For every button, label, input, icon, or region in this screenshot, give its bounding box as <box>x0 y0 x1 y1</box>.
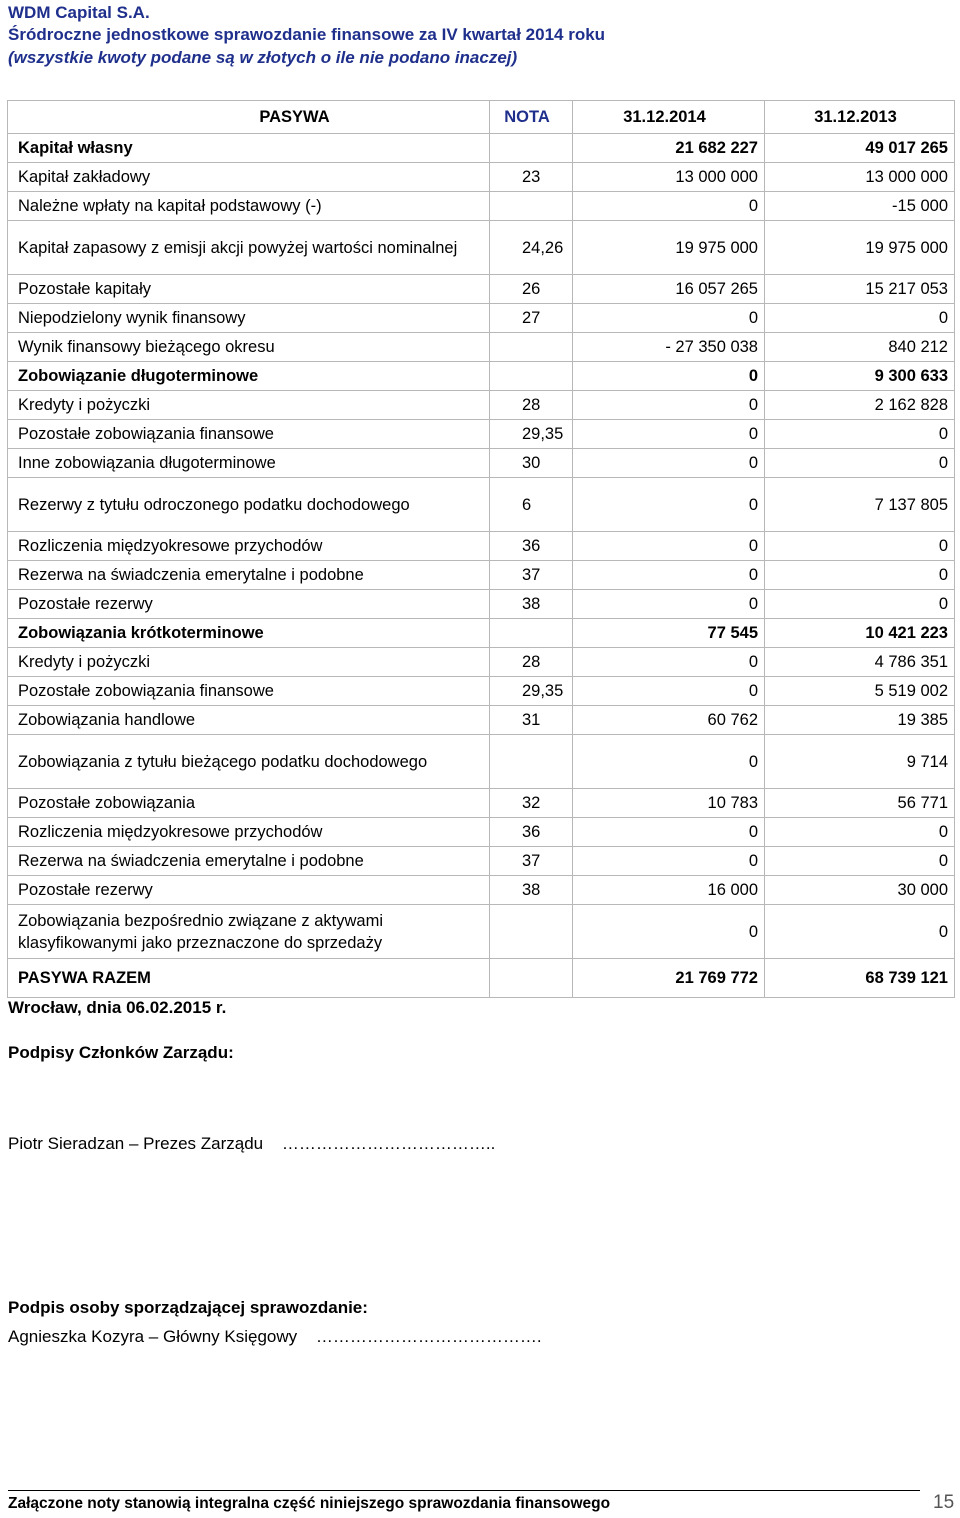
table-row <box>8 876 955 905</box>
row-label: Pozostałe zobowiązania finansowe <box>8 677 490 706</box>
row-label: Rezerwy z tytułu odroczonego podatku dochodowego <box>8 478 490 532</box>
row-value-2014: - 27 350 038 <box>573 333 765 362</box>
place-date: Wrocław, dnia 06.02.2015 r. <box>8 998 227 1017</box>
table-row <box>8 192 955 221</box>
table-row <box>8 391 955 420</box>
row-label: Rezerwa na świadczenia emerytalne i podobne <box>8 847 490 876</box>
row-value-2013: 4 786 351 <box>765 648 955 677</box>
row-value-2014: 0 <box>573 677 765 706</box>
row-value-2014: 0 <box>573 478 765 532</box>
row-value-2013: 0 <box>765 818 955 847</box>
row-value-2013: 0 <box>765 304 955 333</box>
row-nota: 24,26 <box>490 221 573 275</box>
signatures-heading: Podpisy Członków Zarządu: <box>8 1043 234 1062</box>
row-value-2014: 0 <box>573 304 765 333</box>
row-value-2013: 9 300 633 <box>765 362 955 391</box>
row-label: Kredyty i pożyczki <box>8 391 490 420</box>
table-row <box>8 847 955 876</box>
table-row <box>8 789 955 818</box>
column-header-2014: 31.12.2014 <box>573 101 765 134</box>
row-label: Pozostałe zobowiązania finansowe <box>8 420 490 449</box>
signer-1-signature-line: ……………………………….. <box>281 1134 496 1153</box>
table-row <box>8 735 955 789</box>
document-header <box>8 0 952 70</box>
row-value-2014: 19 975 000 <box>573 221 765 275</box>
row-value-2014: 0 <box>573 818 765 847</box>
row-value-2013: 2 162 828 <box>765 391 955 420</box>
row-value-2014: 13 000 000 <box>573 163 765 192</box>
row-value-2014: 0 <box>573 449 765 478</box>
table-row <box>8 561 955 590</box>
row-value-2013: 30 000 <box>765 876 955 905</box>
row-label: Rozliczenia międzyokresowe przychodów <box>8 532 490 561</box>
row-nota <box>490 619 573 648</box>
row-value-2013: 0 <box>765 905 955 959</box>
table-row <box>8 818 955 847</box>
table-row <box>8 706 955 735</box>
row-nota: 32 <box>490 789 573 818</box>
row-value-2013: 19 975 000 <box>765 221 955 275</box>
row-value-2013: 0 <box>765 590 955 619</box>
row-label: Pozostałe rezerwy <box>8 876 490 905</box>
table-row <box>8 163 955 192</box>
row-nota: 36 <box>490 818 573 847</box>
row-nota: 27 <box>490 304 573 333</box>
row-value-2013: 0 <box>765 420 955 449</box>
row-value-2013: 68 739 121 <box>765 959 955 998</box>
preparer-name: Agnieszka Kozyra – Główny Księgowy <box>8 1327 298 1346</box>
row-nota <box>490 959 573 998</box>
row-nota: 6 <box>490 478 573 532</box>
row-value-2014: 0 <box>573 362 765 391</box>
row-value-2013: 15 217 053 <box>765 275 955 304</box>
row-value-2013: 19 385 <box>765 706 955 735</box>
footer-note: Załączone noty stanowią integralna część niniejszego sprawozdania finansowego <box>8 1495 611 1512</box>
row-nota: 29,35 <box>490 420 573 449</box>
row-nota <box>490 362 573 391</box>
row-value-2013: 840 212 <box>765 333 955 362</box>
row-label: Kapitał własny <box>8 134 490 163</box>
row-value-2013: 7 137 805 <box>765 478 955 532</box>
table-row <box>8 449 955 478</box>
row-value-2014: 0 <box>573 847 765 876</box>
row-label: Wynik finansowy bieżącego okresu <box>8 333 490 362</box>
row-value-2014: 0 <box>573 735 765 789</box>
row-value-2014: 10 783 <box>573 789 765 818</box>
table-row <box>8 420 955 449</box>
row-label: Rozliczenia międzyokresowe przychodów <box>8 818 490 847</box>
footer-divider <box>8 1490 920 1491</box>
row-nota: 26 <box>490 275 573 304</box>
balance-sheet-liabilities-table <box>7 100 955 998</box>
row-label: Zobowiązania z tytułu bieżącego podatku dochodowego <box>8 735 490 789</box>
row-nota <box>490 735 573 789</box>
row-value-2014: 0 <box>573 532 765 561</box>
row-value-2014: 0 <box>573 192 765 221</box>
row-label: Pozostałe zobowiązania <box>8 789 490 818</box>
table-row <box>8 478 955 532</box>
row-value-2014: 0 <box>573 420 765 449</box>
row-value-2013: 5 519 002 <box>765 677 955 706</box>
table-row <box>8 221 955 275</box>
row-value-2013: 0 <box>765 847 955 876</box>
row-label: Zobowiązanie długoterminowe <box>8 362 490 391</box>
signer-1-name: Piotr Sieradzan – Prezes Zarządu <box>8 1134 264 1153</box>
row-label: Kapitał zakładowy <box>8 163 490 192</box>
row-nota: 37 <box>490 561 573 590</box>
row-label: PASYWA RAZEM <box>8 959 490 998</box>
report-title: Śródroczne jednostkowe sprawozdanie finansowe za IV kwartał 2014 roku <box>8 25 606 44</box>
table-row <box>8 677 955 706</box>
row-value-2013: -15 000 <box>765 192 955 221</box>
table-row <box>8 275 955 304</box>
row-value-2013: 49 017 265 <box>765 134 955 163</box>
row-nota: 36 <box>490 532 573 561</box>
column-header-pasywa: PASYWA <box>8 101 490 134</box>
table-row <box>8 619 955 648</box>
row-value-2013: 56 771 <box>765 789 955 818</box>
row-label: Inne zobowiązania długoterminowe <box>8 449 490 478</box>
table-row <box>8 333 955 362</box>
row-nota: 28 <box>490 391 573 420</box>
row-label: Zobowiązania krótkoterminowe <box>8 619 490 648</box>
report-subtitle: (wszystkie kwoty podane są w złotych o ile nie podano inaczej) <box>8 48 518 67</box>
row-value-2013: 0 <box>765 561 955 590</box>
row-value-2014: 21 769 772 <box>573 959 765 998</box>
row-value-2014: 0 <box>573 590 765 619</box>
row-value-2014: 60 762 <box>573 706 765 735</box>
row-nota <box>490 134 573 163</box>
row-nota: 29,35 <box>490 677 573 706</box>
table-row <box>8 362 955 391</box>
row-nota: 38 <box>490 876 573 905</box>
table-row <box>8 532 955 561</box>
table-row <box>8 905 955 959</box>
row-label: Kapitał zapasowy z emisji akcji powyżej wartości nominalnej <box>8 221 490 275</box>
row-value-2014: 0 <box>573 391 765 420</box>
row-nota <box>490 192 573 221</box>
row-label: Niepodzielony wynik finansowy <box>8 304 490 333</box>
table-row <box>8 648 955 677</box>
row-label: Należne wpłaty na kapitał podstawowy (-) <box>8 192 490 221</box>
row-nota <box>490 905 573 959</box>
row-value-2014: 0 <box>573 561 765 590</box>
row-label: Kredyty i pożyczki <box>8 648 490 677</box>
row-label: Pozostałe kapitały <box>8 275 490 304</box>
preparer <box>8 1327 542 1347</box>
table-row <box>8 304 955 333</box>
row-value-2013: 0 <box>765 449 955 478</box>
row-value-2014: 16 000 <box>573 876 765 905</box>
table-row <box>8 959 955 998</box>
row-value-2014: 16 057 265 <box>573 275 765 304</box>
row-label: Zobowiązania bezpośrednio związane z aktywami klasyfikowanymi jako przeznaczone do sprzedaży <box>8 905 490 959</box>
row-nota: 28 <box>490 648 573 677</box>
table-row <box>8 134 955 163</box>
row-nota: 38 <box>490 590 573 619</box>
row-value-2014: 0 <box>573 905 765 959</box>
row-value-2013: 9 714 <box>765 735 955 789</box>
preparer-heading: Podpis osoby sporządzającej sprawozdanie: <box>8 1298 368 1317</box>
column-header-nota: NOTA <box>490 101 573 134</box>
row-nota: 31 <box>490 706 573 735</box>
signer-1 <box>8 1134 495 1154</box>
row-nota: 30 <box>490 449 573 478</box>
row-label: Rezerwa na świadczenia emerytalne i podobne <box>8 561 490 590</box>
row-label: Pozostałe rezerwy <box>8 590 490 619</box>
table-body <box>8 101 955 998</box>
row-nota <box>490 333 573 362</box>
table-header-row <box>8 101 955 134</box>
row-value-2013: 0 <box>765 532 955 561</box>
row-value-2014: 21 682 227 <box>573 134 765 163</box>
company-name: WDM Capital S.A. <box>8 3 150 22</box>
row-value-2013: 13 000 000 <box>765 163 955 192</box>
row-value-2013: 10 421 223 <box>765 619 955 648</box>
column-header-2013: 31.12.2013 <box>765 101 955 134</box>
row-label: Zobowiązania handlowe <box>8 706 490 735</box>
row-nota: 23 <box>490 163 573 192</box>
table-row <box>8 590 955 619</box>
row-value-2014: 77 545 <box>573 619 765 648</box>
row-value-2014: 0 <box>573 648 765 677</box>
page-number: 15 <box>933 1492 955 1513</box>
row-nota: 37 <box>490 847 573 876</box>
preparer-signature-line: …………………………………. <box>315 1327 542 1346</box>
